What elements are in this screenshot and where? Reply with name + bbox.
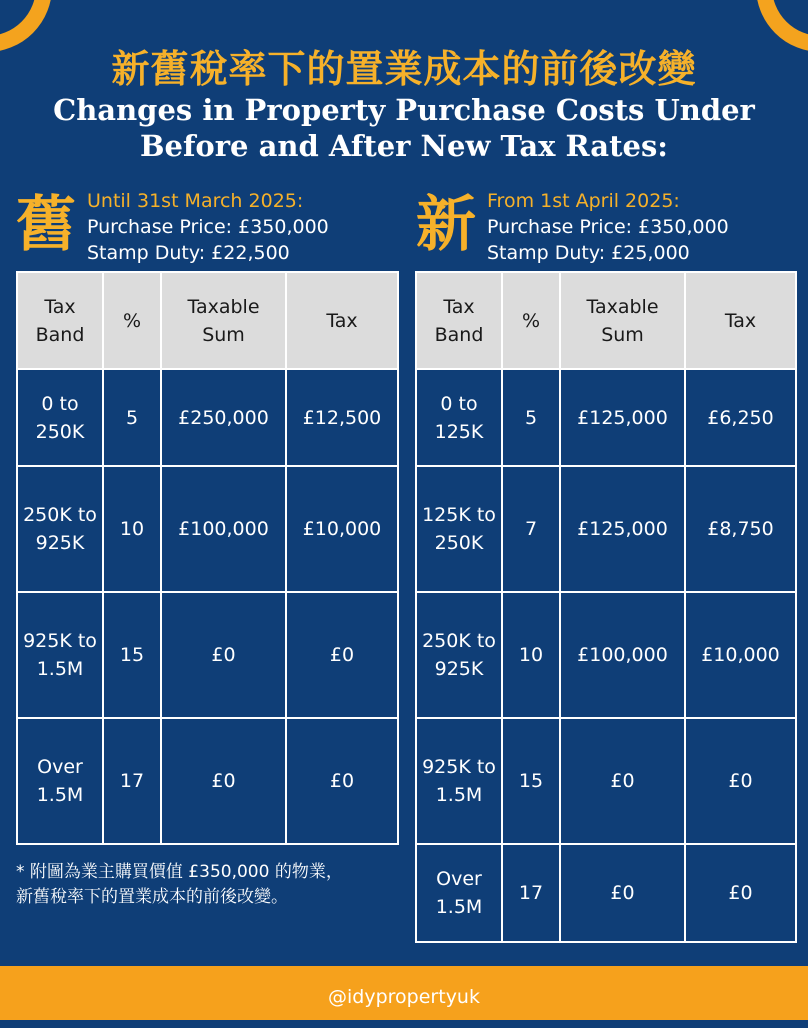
title-chinese: 新舊稅率下的置業成本的前後改變 [111,47,697,91]
cell-band: 925K to 1.5M [416,718,502,844]
cell-band: 925K to 1.5M [17,592,103,718]
cell-tax: £6,250 [685,369,796,466]
footnote-line-2: 新舊稅率下的置業成本的前後改變。 [16,887,288,907]
cell-tax: £0 [286,718,398,844]
cell-pct: 5 [502,369,560,466]
cell-pct: 5 [103,369,161,466]
new-price: Purchase Price: £350,000 [487,216,729,238]
title-english-line-1: Changes in Property Purchase Costs Under [53,93,755,127]
cell-pct: 15 [103,592,161,718]
cell-sum: £0 [161,592,286,718]
footnote [16,860,396,910]
cell-pct: 15 [502,718,560,844]
cell-band: 250K to 925K [17,466,103,592]
old-duty: Stamp Duty: £22,500 [87,242,290,264]
cell-tax: £8,750 [685,466,796,592]
cell-pct: 10 [103,466,161,592]
cell-sum: £0 [560,718,685,844]
table-row [416,592,796,718]
cell-band: 0 to 125K [416,369,502,466]
header-tax: Tax [286,272,398,369]
cell-band: 125K to 250K [416,466,502,592]
new-duty: Stamp Duty: £25,000 [487,242,690,264]
cell-sum: £0 [560,844,685,942]
new-date: From 1st April 2025: [487,190,680,212]
header-tax-band: Tax Band [17,272,103,369]
cell-sum: £250,000 [161,369,286,466]
table-row [17,718,398,844]
cell-tax: £10,000 [286,466,398,592]
cell-band: 0 to 250K [17,369,103,466]
old-date: Until 31st March 2025: [87,190,304,212]
cell-tax: £0 [685,844,796,942]
cell-tax: £12,500 [286,369,398,466]
cell-tax: £10,000 [685,592,796,718]
cell-band: Over 1.5M [17,718,103,844]
table-row [17,369,398,466]
cell-pct: 7 [502,466,560,592]
cell-sum: £125,000 [560,466,685,592]
old-price: Purchase Price: £350,000 [87,216,329,238]
cell-pct: 17 [103,718,161,844]
table-row [416,718,796,844]
old-tax-table [16,271,399,845]
old-char: 舊 [16,190,76,260]
cell-pct: 17 [502,844,560,942]
header-taxable-sum: Taxable Sum [161,272,286,369]
cell-sum: £0 [161,718,286,844]
header-taxable-sum: Taxable Sum [560,272,685,369]
cell-tax: £0 [685,718,796,844]
footnote-line-1: * 附圖為業主購買價值 £350,000 的物業， [16,862,343,882]
cell-tax: £0 [286,592,398,718]
table-row [416,369,796,466]
table-row [17,592,398,718]
cell-sum: £100,000 [560,592,685,718]
cell-sum: £125,000 [560,369,685,466]
title-english [0,92,808,164]
header-tax-band: Tax Band [416,272,502,369]
new-tax-table [415,271,797,943]
new-char: 新 [416,190,476,260]
table-row [416,466,796,592]
cell-sum: £100,000 [161,466,286,592]
cell-band: Over 1.5M [416,844,502,942]
table-row [17,466,398,592]
cell-pct: 10 [502,592,560,718]
header-percent: % [502,272,560,369]
title-english-line-2: Before and After New Tax Rates: [140,129,668,163]
footer-handle: @idypropertyuk [0,966,808,1020]
cell-band: 250K to 925K [416,592,502,718]
table-row [416,844,796,942]
header-tax: Tax [685,272,796,369]
header-percent: % [103,272,161,369]
